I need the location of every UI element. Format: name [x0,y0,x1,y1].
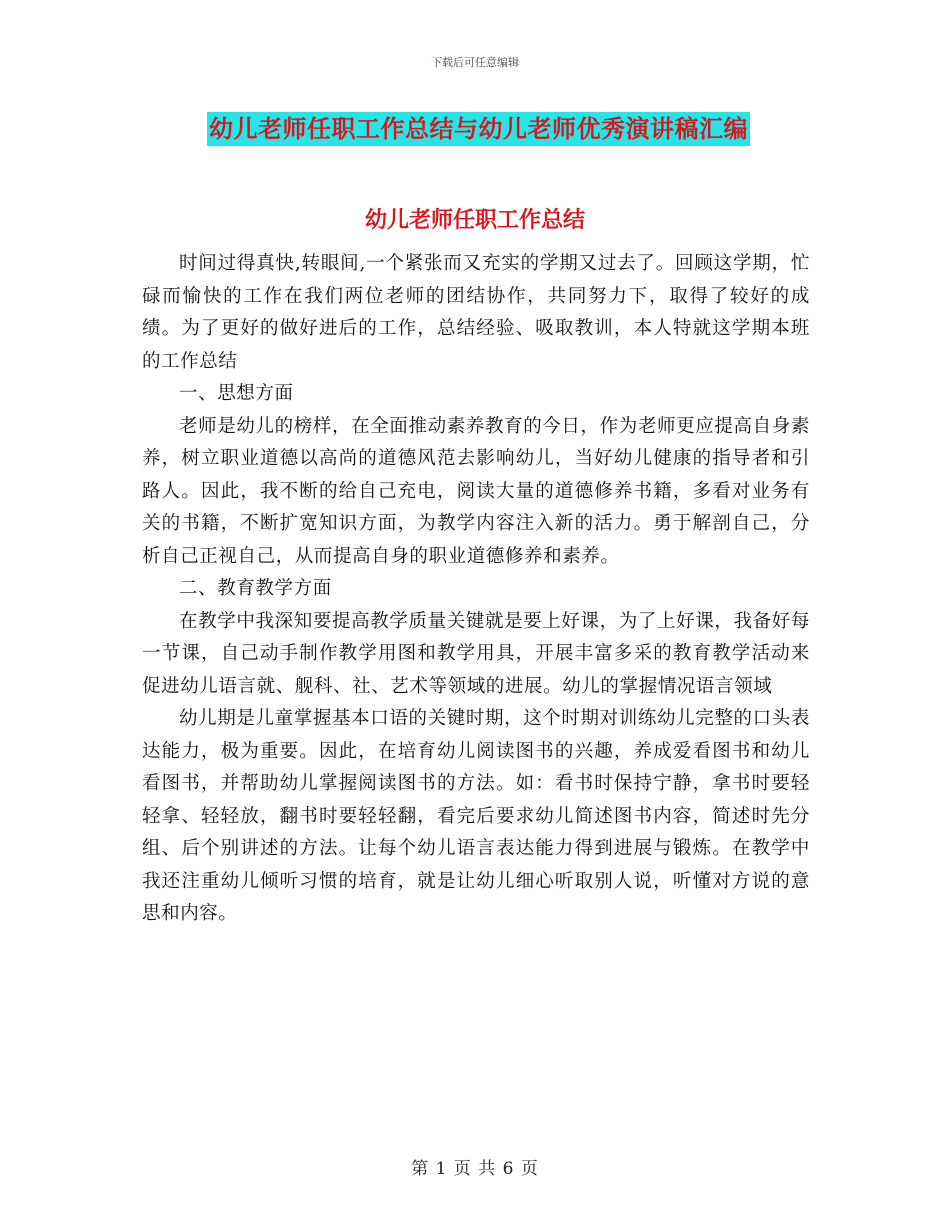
heading-ideology: 一、思想方面 [179,383,294,404]
document-body [142,248,810,931]
paragraph-language: 幼儿期是儿童掌握基本口语的关键时期，这个时期对训练幼儿完整的口头表达能力，极为重要。因此，在培育幼儿阅读图书的兴趣，养成爱看图书和幼儿看图书，并帮助幼儿掌握阅读图书的方法。如：看书时保持宁静，拿书时要轻轻拿、轻轻放，翻书时要轻轻翻，看完后要求幼儿简述图书内容，简述时先分组、后个别讲述的方法。让每个幼儿语言表达能力得到进展与锻炼。在教学中我还注重幼儿倾听习惯的培育，就是让幼儿细心听取别人说，听懂对方说的意思和内容。 [142,708,810,924]
page-number: 第 1 页 共 6 页 [411,1159,539,1179]
header-note: 下载后可任意编辑 [431,56,519,69]
paragraph-teaching: 在教学中我深知要提高教学质量关键就是要上好课，为了上好课，我备好每一节课，自己动手制作教学用图和教学用具，开展丰富多采的教育教学活动来促进幼儿语言就、舰科、社、艺术等领域的进展。幼儿的掌握情况语言领域 [142,610,810,697]
section-title: 幼儿老师任职工作总结 [364,208,585,233]
document-title: 幼儿老师任职工作总结与幼儿老师优秀演讲稿汇编 [207,112,750,146]
paragraph-intro: 时间过得真快,转眼间,一个紧张而又充实的学期又过去了。回顾这学期，忙碌而愉快的工作在我们两位老师的团结协作，共同努力下，取得了较好的成绩。为了更好的做好进后的工作，总结经验、吸取教训，本人特就这学期本班的工作总结 [142,253,810,372]
paragraph-ideology: 老师是幼儿的榜样，在全面推动素养教育的今日，作为老师更应提高自身素养，树立职业道德以高尚的道德风范去影响幼儿，当好幼儿健康的指导者和引路人。因此，我不断的给自己充电，阅读大量的道德修养书籍，多看对业务有关的书籍，不断扩宽知识方面，为教学内容注入新的活力。勇于解剖自己，分析自己正视自己，从而提高自身的职业道德修养和素养。 [142,415,810,567]
heading-teaching: 二、教育教学方面 [179,578,332,599]
